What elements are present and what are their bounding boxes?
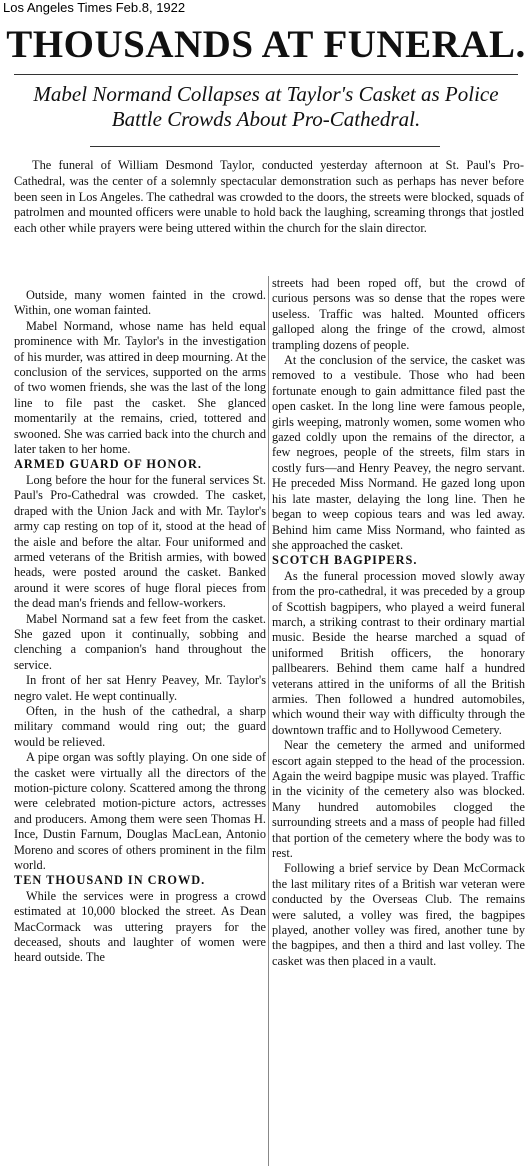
subhead-scotch-bagpipers: SCOTCH BAGPIPERS. (272, 553, 418, 568)
paragraph: In front of her sat Henry Peavey, Mr. Taylor's negro valet. He wept continually. (14, 673, 266, 703)
paragraph: A pipe organ was softly playing. On one side of the casket were virtually all the directors of the motion-picture colony. Scattered among the throng were celebrated motion-picture actors, actresses and producers. Among them were seen Thomas H. Ince, Dustin Farnum, Douglas MacLean, Antonio Moreno and scores of others prominent in the film world. (14, 750, 266, 873)
paragraph: As the funeral procession moved slowly away from the pro-cathedral, it was preceded by a group of Scottish bagpipers, who played a weird funeral march, a striking contrast to their ordinary martial music. Beside the hearse marched a squad of uniformed British officers, the honorary pallbearers. Behind them came half a hundred veterans attired in the uniforms of all the British armies. Then followed a hundred automobiles, which wound their way with difficulty through the downtown traffic and to Hollywood Cemetery. (272, 568, 525, 737)
paragraph: Long before the hour for the funeral services St. Paul's Pro-Cathedral was crowded. The casket, draped with the Union Jack and with Mr. Taylor's army cap resting on top of it, stood at the head of the aisle and before the altar. Four uniformed and armed veterans of the British armies, with bowed heads, were posted around the casket. Banked around it were scores of huge floral pieces from the dead man's friends and fellow-workers. (14, 472, 266, 611)
subhead-ten-thousand: TEN THOUSAND IN CROWD. (14, 873, 206, 888)
paragraph: Mabel Normand, whose name has held equal prominence with Mr. Taylor's in the investigation of his murder, was attired in deep mourning. At the conclusion of the services, supported on the arms of two women friends, she was the last of the long line to file past the casket. She glanced momentarily at the remains, cried, tottered and swooned. She was carried back into the church and later taken to her home. (14, 318, 266, 457)
paragraph: Outside, many women fainted in the crowd. Within, one woman fainted. (14, 288, 266, 318)
paragraph: Following a brief service by Dean McCormack the last military rites of a British war veteran were conducted by the Overseas Club. The remains were saluted, a volley was fired, the bagpipes played, another volley was fired, another tune by the bagpipes, and then a third and last volley. The casket was then placed in a vault. (272, 861, 525, 968)
lead-paragraph (14, 158, 524, 237)
subhead-armed-guard: ARMED GUARD OF HONOR. (14, 457, 202, 472)
dateline: Los Angeles Times Feb.8, 1922 (3, 0, 186, 15)
right-column (272, 276, 525, 969)
paragraph: Near the cemetery the armed and uniformed escort again stepped to the head of the procession. Again the weird bagpipe music was played. Traffic in the vicinity of the cemetery also was blocked. Many hundred automobiles clogged the surrounding streets and a mass of people had filled that portion of the cemetery where the body was to rest. (272, 738, 525, 861)
deck-subheadline: Mabel Normand Collapses at Taylor's Casket as Police Battle Crowds About Pro-Cathedral. (33, 82, 499, 131)
paragraph: Often, in the hush of the cathedral, a sharp military command would ring out; the guard would be relieved. (14, 703, 266, 749)
column-divider (268, 276, 269, 1166)
headline: THOUSANDS AT FUNERAL. (6, 23, 526, 66)
paragraph: While the services were in progress a crowd estimated at 10,000 blocked the street. As Dean MacCormack was uttering prayers for the deceased, shouts and laughter of women were heard outside. The (14, 888, 266, 965)
left-column (14, 288, 266, 966)
headline-rule (14, 74, 518, 75)
paragraph: streets had been roped off, but the crowd of curious persons was so dense that the ropes were useless. Traffic was halted. Mounted officers galloped along the fringe of the crowd, almost trampling dozens of people. (272, 276, 525, 352)
paragraph: Mabel Normand sat a few feet from the casket. She gazed upon it continually, sobbing and clenching a companion's hand throughout the service. (14, 611, 266, 672)
paragraph: At the conclusion of the service, the casket was removed to a vestibule. Those who had been fortunate enough to gain admittance filed past the open casket. In the long line were famous people, girls weeping, matronly women, some women who gazed coldly upon the remains of the director, a few negroes, people of the streets, film stars in costly furs—and Henry Peavey, the negro servant. He preceded Miss Normand. He gazed long upon his late master, delaying the long line. Then he began to weep copious tears and was led away. Behind him came Miss Normand, who fainted as she approached the casket. (272, 353, 525, 552)
lead-text: The funeral of William Desmond Taylor, conducted yesterday afternoon at St. Paul's Pro-Cathedral, was the center of a solemnly spectacular demonstration such as perhaps has never before been seen in Los Angeles. The cathedral was crowded to the doors, the streets were blocked, squads of patrolmen and mounted officers were unable to hold back the laughing, screaming throngs that jostled each other while prayers were being uttered within the church for the slain director. (14, 158, 524, 236)
deck-rule (90, 146, 440, 147)
